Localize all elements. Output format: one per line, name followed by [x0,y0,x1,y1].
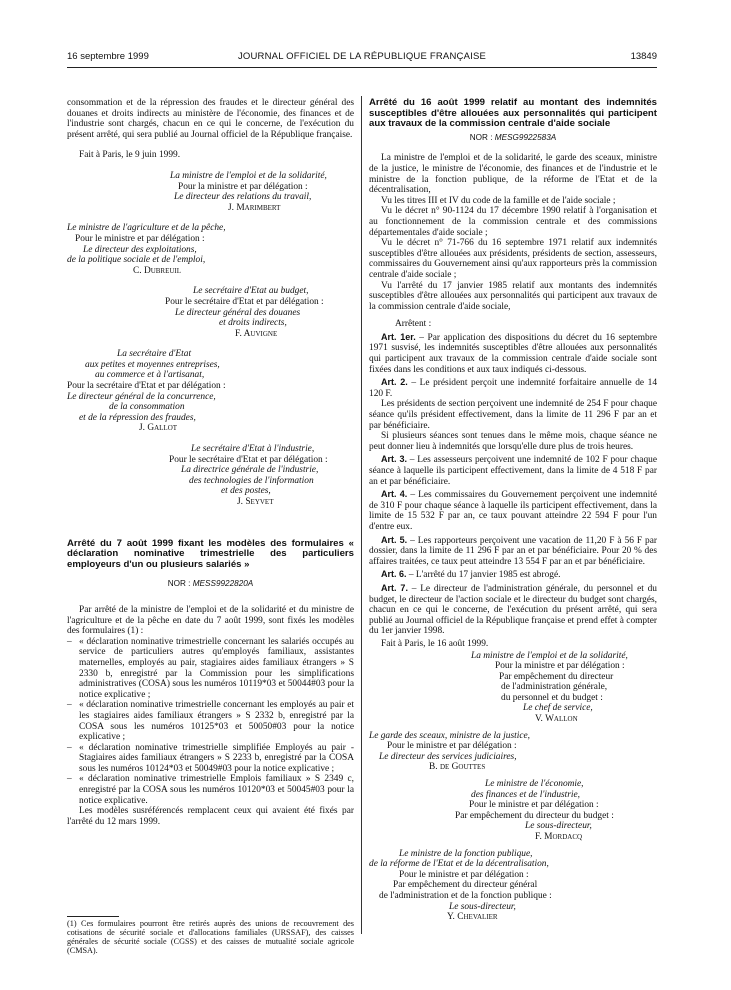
signature-line: Pour le secrétaire d'Etat et par délégation : [165,296,324,307]
page-header [67,52,657,66]
signature-block-pme [67,349,354,434]
footnote: (1) Ces formulaires pourront être retirés auprès des unions de recouvrement des cotisations de sécurité sociale et d'allocations familiales (URSSAF), des caisses générales de sécurité sociale (CGSS) et des caisses de mutualité sociale agricole (CMSA). [67,919,354,955]
signature-block-fonction-publique [369,849,657,923]
signature-line: Pour le ministre et par délégation : [387,741,517,752]
nor-reference [67,579,354,590]
signature-line: Le ministre de la fonction publique, [399,848,533,859]
nor-label: NOR : [469,132,493,142]
article-text: – L'arrêté du 17 janvier 1985 est abrogé. [408,570,561,581]
fait-a-paris: Fait à Paris, le 16 août 1999. [381,638,489,649]
fait-a-paris: Fait à Paris, le 9 juin 1999. [79,150,181,161]
signature-line: Le sous-directeur, [525,821,592,832]
signature-name: J. Seyvet [237,497,274,507]
signature-line: de l'administration générale, [501,682,608,693]
article-subparagraph: Si plusieurs séances sont tenues dans le même mois, chaque séance ne peut donner lieu à indemnités que lorsqu'elle dure plus de trois heures. [369,431,657,452]
article-text: – Les commissaires du Gouvernement perçoivent une indemnité de 310 F pour chaque séance à laquelle ils participent effectivement, dans la limite de 15 532 F par an, ce taux pouvant atteindre 22 594 F pour l'un d'entre eux. [369,490,657,532]
signature-line: Le ministre de l'agriculture et de la pêche, [67,223,226,234]
signature-line: Le directeur des services judiciaires, [379,751,517,762]
signature-line: Pour le ministre et par délégation : [75,233,205,244]
signature-line: et droits indirects, [219,318,287,329]
article-text: – Le président perçoit une indemnité forfaitaire annuelle de 14 120 F. [369,378,658,399]
visa-paragraph: Vu le décret n° 90-1124 du 17 décembre 1990 relatif à l'organisation et au fonctionnement de la commission centrale et des commissions départementales d'aide sociale ; [369,206,657,238]
visa-paragraph: Vu les titres III et IV du code de la famille et de l'aide sociale ; [381,195,616,206]
article-label: Art. 3. [381,454,407,465]
signature-block-emploi [467,651,657,725]
nor-code: MESG9922583A [494,132,557,142]
signature-line: Par empêchement du directeur général [393,880,538,891]
left-column [67,98,354,827]
signature-line: de l'administration et de la fonction publique : [379,890,552,901]
signature-block-budget [165,286,354,339]
signature-name: J. Gallot [139,423,178,434]
signature-line: de la consommation [109,402,185,413]
signature-line: Le secrétaire d'Etat au budget, [193,286,309,297]
signature-block-justice [369,731,657,773]
article-text: – Par application des dispositions du décret du 16 septembre 1971 susvisé, les indemnités susceptibles d'être allouées aux personnalités qui participent aux travaux de la commission centrale d'aide sociale sont fixées dans les conditions et aux taux indiqués ci-dessous. [369,332,657,375]
article-label: Art. 5. [381,534,408,545]
signature-name: V. Wallon [535,714,578,725]
signature-line: Le directeur général des douanes [175,307,301,318]
closing-paragraph: Les modèles susréférencés remplacent ceux qui avaient été fixés par l'arrêté du 12 mars 1999. [67,806,354,827]
signature-line: de la réforme de l'Etat et de la décentralisation, [369,859,549,870]
signature-line: La ministre de l'emploi et de la solidarité, [471,650,628,661]
article-paragraph [369,535,657,568]
signature-line: Le directeur des relations du travail, [174,192,312,203]
signature-line: Pour la secrétaire d'Etat et par délégation : [67,381,226,392]
signature-line: Le sous-directeur, [449,901,516,912]
signature-line: Pour la ministre et par délégation : [495,661,625,672]
arrete-title-16-aout: Arrêté du 16 août 1999 relatif au montant des indemnités susceptibles d'être allouées aux personnalités qui participent aux travaux de la commission centrale d'aide sociale [369,97,657,130]
article-label: Art. 4. [381,489,408,500]
article-text: – Les assesseurs perçoivent une indemnité de 102 F pour chaque séance à laquelle ils participent effectivement, dans la limite de 4 518 F par an et par bénéficiaire. [369,455,657,487]
footnote-rule [67,916,119,917]
signature-line: Pour le ministre et par délégation : [399,869,529,880]
article-paragraph [369,454,657,487]
signature-block-agriculture [67,223,354,276]
signature-block-economie [455,779,657,843]
article-label: Art. 6. [381,569,407,580]
signature-line: au commerce et à l'artisanat, [95,370,205,381]
signature-line: des technologies de l'information [189,475,314,486]
visa-paragraph: La ministre de l'emploi et de la solidarité, le garde des sceaux, ministre de la justice, le ministre de l'économie, des finances et de l'industrie et le ministre de la fonction publique, de la réforme de l'Etat et de la décentralisation, [369,153,657,196]
decree-paragraph: Par arrêté de la ministre de l'emploi et de la solidarité et du ministre de l'agriculture et de la pêche en date du 7 août 1999, sont fixés les modèles des formulaires (1) : [67,604,354,637]
signature-line: Le ministre de l'économie, [485,779,584,790]
form-list-item: – « déclaration nominative trimestrielle concernant les salariés occupés au service de particuliers autres qu'employés familiaux, assistantes maternelles, employés au pair, stagiaires aides familiaux étrangers » S 2330 b, enregistré par la Commission pour les simplifications administratives (COSA) sous les numéros 10119*03 et 50044#03 pour la notice explicative ; [67,637,354,701]
signature-line: Le garde des sceaux, ministre de la justice, [369,730,530,741]
nor-label: NOR : [167,579,191,589]
article-paragraph [369,569,657,581]
article-label: Art. 1er. [381,331,416,342]
signature-block-industrie [169,444,354,508]
signature-name: C. Dubreuil [133,265,182,276]
signature-line: La ministre de l'emploi et de la solidarité, [170,170,327,181]
arretent-label: Arrêtent : [395,319,432,330]
signature-line: Le chef de service, [523,703,593,714]
signature-line: Pour le ministre et par délégation : [469,800,599,811]
signature-name: F. Mordacq [535,832,583,842]
signature-line: Le secrétaire d'Etat à l'industrie, [191,444,315,455]
signature-line: La directrice générale de l'industrie, [181,465,319,476]
form-list-item: – « déclaration nominative trimestrielle Emplois familiaux » S 2349 c, enregistré par la COSA sous les numéros 10120*03 et 50045#03 pour la notice explicative. [67,774,354,806]
article-paragraph [369,332,657,375]
signature-line: et des postes, [221,486,271,497]
header-date: 16 septembre 1999 [67,51,149,62]
signature-line: du personnel et du budget : [501,692,603,703]
articles-list [369,332,657,637]
article-text: – Le directeur de l'administration générale, du personnel et du budget, le directeur de l'action sociale et le directeur du budget sont chargés, chacun en ce qui le concerne, de l'exécution du présent arrêté, qui sera publié au Journal officiel de la République française et prend effet à compter du 1er janvier 1998. [369,583,657,637]
signature-line: Pour la ministre et par délégation : [178,181,308,192]
article-text: – Les rapporteurs perçoivent une vacation de 11,20 F à 56 F par dossier, dans la limite de 11 296 F par an et par bénéficiaire. Pour 20 % des affaires traitées, ce taux peut atteindre 13 554 F par an et par bénéficiaire. [369,535,657,567]
signature-line: La secrétaire d'Etat [117,349,192,360]
article-subparagraph: Les présidents de section perçoivent une indemnité de 254 F pour chaque séance qu'ils président effectivement, dans la limite de 11 296 F par an et par bénéficiaire. [369,399,657,431]
signature-line: Par empêchement du directeur du budget : [455,810,614,821]
signature-line: Par empêchement du directeur [499,671,614,682]
column-divider [361,96,362,934]
intro-paragraph: consommation et de la répression des fraudes et le directeur général des douanes et droits indirects au ministère de l'économie, des finances et de l'industrie sont chargés, chacun en ce qui le concerne, de l'exécution du présent arrêté, qui sera publié au Journal officiel de la République française. [67,98,354,140]
visa-paragraph: Vu l'arrêté du 17 janvier 1985 relatif aux montants des indemnités susceptibles d'être allouées aux personnalités qui participent aux travaux de la commission centrale d'aide sociale, [369,280,657,312]
arrete-title-7-aout: Arrêté du 7 août 1999 fixant les modèles des formulaires « déclaration nominative trimestrielle des particuliers employeurs d'un ou plusieurs salariés » [67,537,354,570]
visa-paragraph: Vu le décret n° 71-766 du 16 septembre 1971 relatif aux indemnités susceptibles d'être allouées aux présidents, présidents de section, assesseurs, commissaires du Gouvernement ainsi qu'aux rapporteurs près la commission centrale d'aide sociale ; [369,238,657,280]
signature-line: Le directeur des exploitations, [83,244,197,255]
header-rule [67,67,657,68]
article-label: Art. 7. [381,582,408,593]
nor-reference [369,133,657,144]
signature-block-emploi [170,171,354,213]
signature-line: Le directeur général de la concurrence, [67,391,216,402]
article-label: Art. 2. [381,377,408,388]
article-paragraph [369,489,657,532]
nor-code: MESS9922820A [192,579,254,589]
right-column [369,98,657,923]
signature-line: des finances et de l'industrie, [471,789,581,800]
header-page-number: 13849 [630,51,657,62]
signature-name: B. de Gouttes [429,762,486,773]
article-paragraph [369,377,657,399]
form-list-item: – « déclaration nominative trimestrielle concernant les employés au pair et les stagiaires aides familiaux étrangers » S 2332 b, enregistré par la COSA sous les numéros 10125*03 et 50050#03 pour la notice explicative ; [67,700,354,742]
signature-name: J. Marimbert [228,202,281,213]
header-journal-title: JOURNAL OFFICIEL DE LA RÉPUBLIQUE FRANÇAISE [237,51,487,62]
signature-line: de la politique sociale et de l'emploi, [67,255,206,266]
signature-name: F. Auvigne [235,328,278,339]
signature-line: et de la répression des fraudes, [79,412,196,423]
signature-name: Y. Chevalier [447,912,498,923]
signature-line: aux petites et moyennes entreprises, [85,359,220,370]
article-paragraph [369,583,657,637]
signature-line: Pour le secrétaire d'Etat et par délégation : [169,454,328,465]
form-list-item: – « déclaration nominative trimestrielle simplifiée Employés au pair - Stagiaires aides familiaux étrangers » S 2233 b, enregistré par la COSA sous les numéros 10124*03 et 50049#03 pour la notice explicative ; [67,743,354,775]
